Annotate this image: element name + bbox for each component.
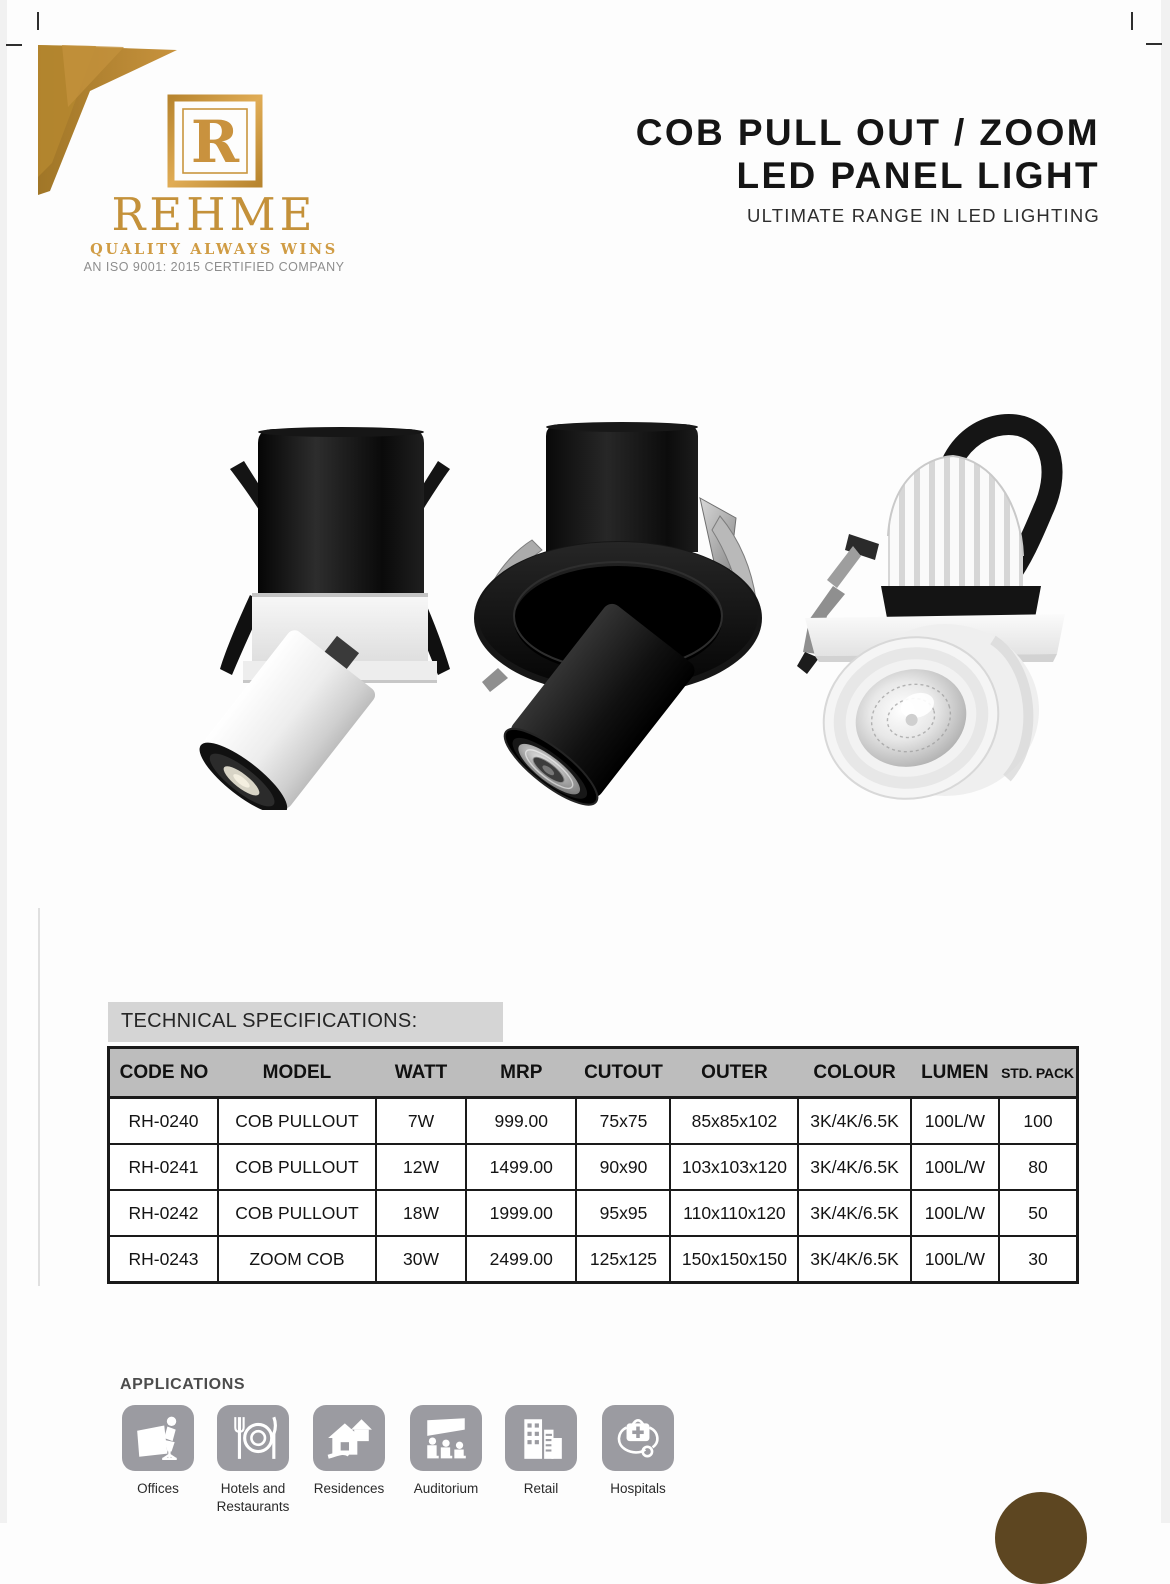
application-label: Hospitals: [610, 1481, 666, 1496]
application-hospitals: [602, 1405, 675, 1498]
col-header-code-no: CODE NO: [109, 1048, 218, 1098]
table-cell: 12W: [376, 1144, 466, 1190]
table-cell: 30W: [376, 1236, 466, 1283]
table-cell: 50: [999, 1190, 1078, 1236]
table-cell: 3K/4K/6.5K: [798, 1098, 910, 1145]
table-cell: RH-0241: [109, 1144, 218, 1190]
table-cell: COB PULLOUT: [218, 1190, 376, 1236]
table-cell: 80: [999, 1144, 1078, 1190]
table-cell: 75x75: [576, 1098, 670, 1145]
table-cell: ZOOM COB: [218, 1236, 376, 1283]
col-header-std-pack: STD. PACK: [999, 1048, 1078, 1098]
col-header-colour: COLOUR: [798, 1048, 910, 1098]
application-auditorium: [410, 1405, 483, 1498]
spec-table-header-row: [109, 1048, 1078, 1098]
retail-buildings-icon: [505, 1405, 577, 1471]
table-cell: 95x95: [576, 1190, 670, 1236]
table-cell: 110x110x120: [670, 1190, 798, 1236]
rehme-logo-mark: [167, 94, 263, 188]
table-cell: 85x85x102: [670, 1098, 798, 1145]
table-cell: RH-0242: [109, 1190, 218, 1236]
table-cell: 3K/4K/6.5K: [798, 1236, 910, 1283]
table-cell: 100L/W: [911, 1236, 999, 1283]
product-image-cob-pullout-black: [468, 420, 768, 820]
table-cell: 100L/W: [911, 1144, 999, 1190]
table-cell: 2499.00: [466, 1236, 576, 1283]
table-cell: 999.00: [466, 1098, 576, 1145]
col-header-watt: WATT: [376, 1048, 466, 1098]
table-cell: 100L/W: [911, 1098, 999, 1145]
page-title-line2: LED PANEL LIGHT: [736, 154, 1100, 196]
scan-artifact-line: [38, 908, 40, 1286]
application-residences: [313, 1405, 386, 1498]
restaurant-icon: [217, 1405, 289, 1471]
page-subtitle: ULTIMATE RANGE IN LED LIGHTING: [747, 205, 1100, 227]
table-cell: RH-0240: [109, 1098, 218, 1145]
table-cell: 100L/W: [911, 1190, 999, 1236]
stethoscope-case-icon: [602, 1405, 674, 1471]
brand-name: REHME: [111, 188, 317, 241]
application-hotels-restaurants: [217, 1405, 290, 1516]
product-image-cob-pullout-white: [172, 425, 452, 810]
table-cell: 90x90: [576, 1144, 670, 1190]
table-cell: 1999.00: [466, 1190, 576, 1236]
col-header-lumen: LUMEN: [911, 1048, 999, 1098]
table-cell: RH-0243: [109, 1236, 218, 1283]
applications-heading: APPLICATIONS: [120, 1376, 246, 1393]
product-image-zoom-cob: [793, 410, 1108, 815]
table-cell: COB PULLOUT: [218, 1098, 376, 1145]
application-label: Offices: [137, 1481, 179, 1496]
table-cell: 100: [999, 1098, 1078, 1145]
page-title-line1: COB PULL OUT / ZOOM: [635, 112, 1100, 153]
crop-mark: [1131, 12, 1133, 30]
application-label: Retail: [523, 1481, 559, 1496]
table-cell: 1499.00: [466, 1144, 576, 1190]
page-title-block: [636, 112, 1100, 227]
table-cell: 7W: [376, 1098, 466, 1145]
corner-action-dot[interactable]: [995, 1492, 1087, 1584]
application-retail: [505, 1405, 578, 1498]
table-row: [109, 1236, 1078, 1283]
table-row: [109, 1098, 1078, 1145]
table-row: [109, 1144, 1078, 1190]
page-edge-right: [1161, 0, 1170, 1523]
offices-icon: [122, 1405, 194, 1471]
table-cell: 3K/4K/6.5K: [798, 1190, 910, 1236]
table-cell: 150x150x150: [670, 1236, 798, 1283]
crop-mark: [37, 12, 39, 30]
application-label: Residences: [313, 1481, 385, 1496]
brand-certification: AN ISO 9001: 2015 CERTIFIED COMPANY: [83, 260, 345, 274]
table-cell: 103x103x120: [670, 1144, 798, 1190]
application-label: Hotels and Restaurants: [216, 1481, 290, 1515]
col-header-mrp: MRP: [466, 1048, 576, 1098]
gold-corner-swoosh-decoration: [38, 45, 180, 195]
col-header-cutout: CUTOUT: [576, 1048, 670, 1098]
logo-monogram: R: [190, 108, 240, 176]
crop-mark: [6, 44, 22, 46]
table-row: [109, 1190, 1078, 1236]
auditorium-icon: [410, 1405, 482, 1471]
crop-mark: [1146, 43, 1162, 45]
col-header-model: MODEL: [218, 1048, 376, 1098]
table-cell: 125x125: [576, 1236, 670, 1283]
spec-section-heading: TECHNICAL SPECIFICATIONS:: [108, 1002, 503, 1042]
table-cell: 30: [999, 1236, 1078, 1283]
application-label: Auditorium: [413, 1481, 479, 1496]
table-cell: 18W: [376, 1190, 466, 1236]
spec-table: [107, 1046, 1079, 1284]
page-edge-left: [0, 0, 7, 1523]
table-cell: COB PULLOUT: [218, 1144, 376, 1190]
table-cell: 3K/4K/6.5K: [798, 1144, 910, 1190]
col-header-outer: OUTER: [670, 1048, 798, 1098]
application-offices: [122, 1405, 195, 1498]
houses-icon: [313, 1405, 385, 1471]
brand-tagline: QUALITY ALWAYS WINS: [90, 241, 338, 258]
